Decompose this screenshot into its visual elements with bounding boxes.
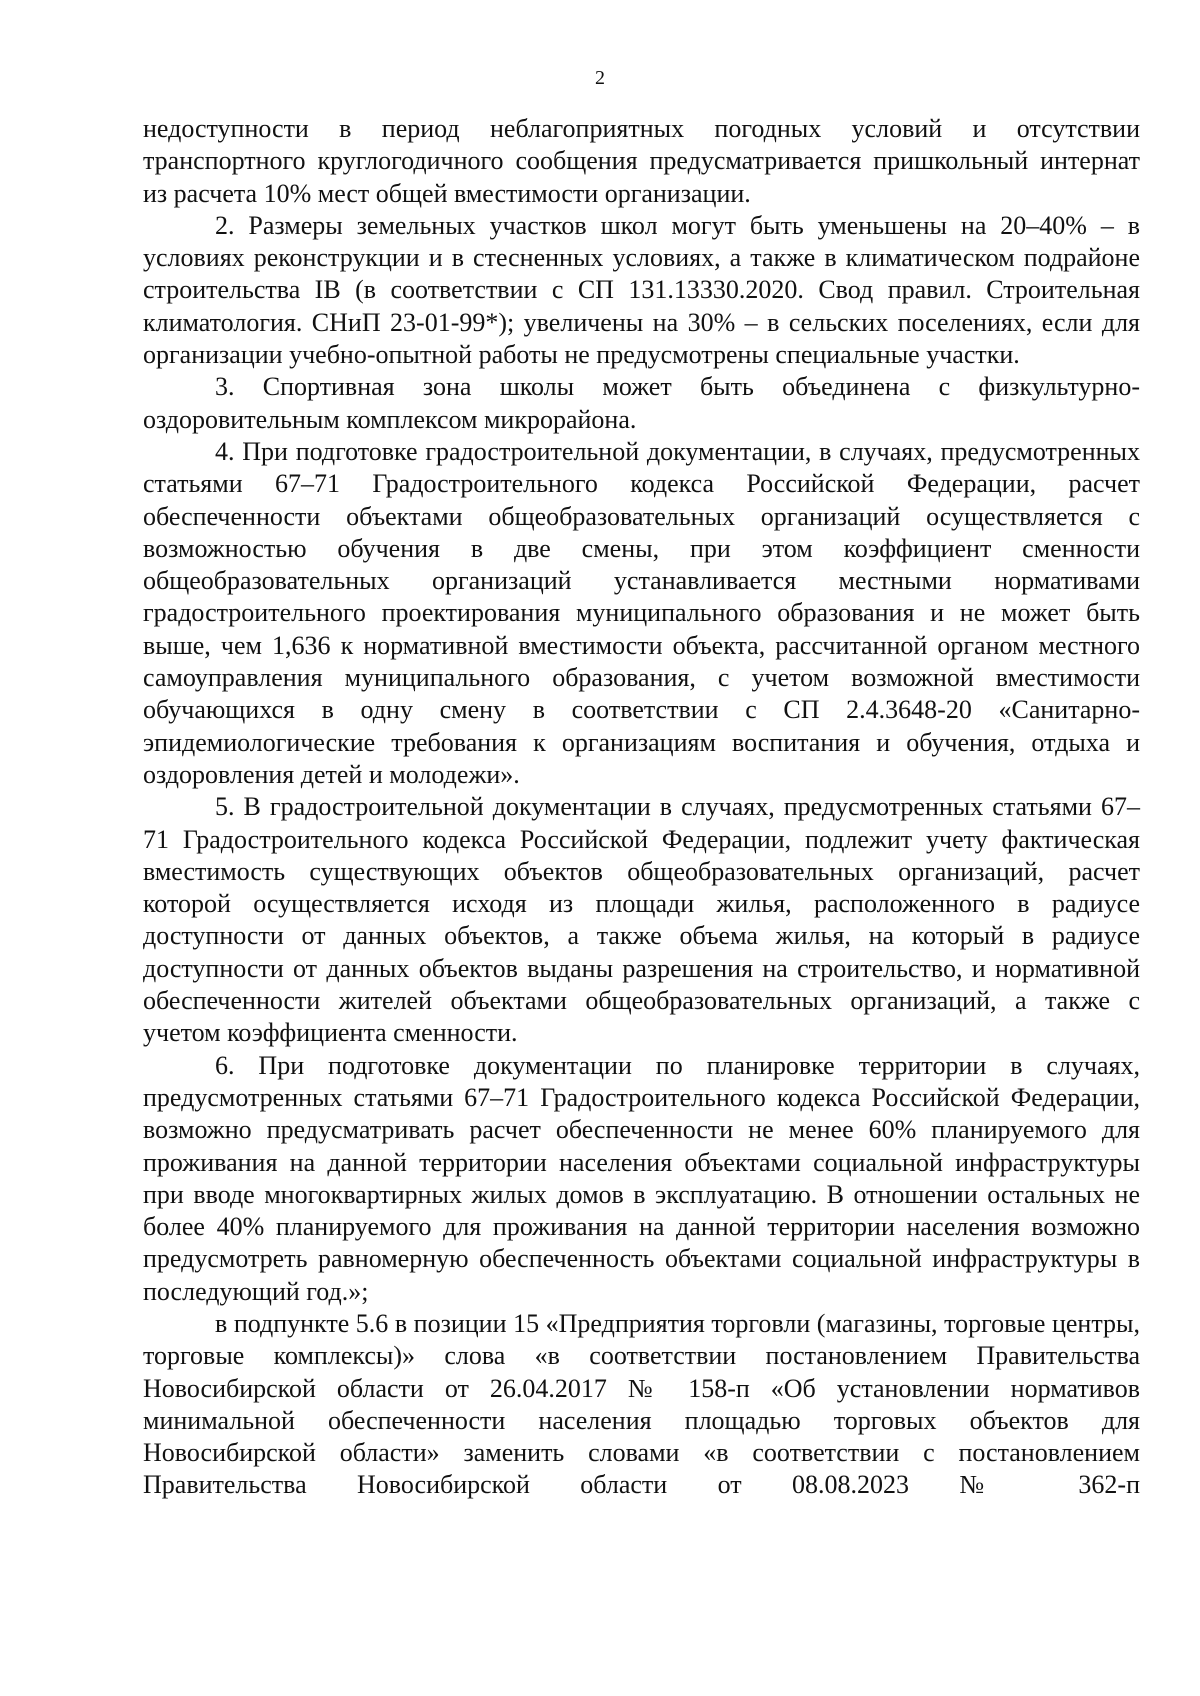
paragraph-amendment: в подпункте 5.6 в позиции 15 «Предприятия торговли (магазины, торговые центры, торговые комплексы)» слова «в соответствии постановлением Правительства Новосибирской области от 26.04.2017 № 158-п «Об установлении нормативов минимальной обеспеченности населения площадью торговых объектов для Новосибирской области» заменить словами «в соответствии с постановлением Правительства Новосибирской области от 08.08.2023 № 362-п [143, 1308, 1140, 1500]
page-number: 2 [595, 67, 605, 89]
paragraph-item-5: 5. В градостроительной документации в случаях, предусмотренных статьями 67–71 Градостроительного кодекса Российской Федерации, подлежит учету фактическая вместимость существующих объектов общеобразовательных организаций, расчет которой осуществляется исходя из площади жилья, расположенного в радиусе доступности от данных объектов, а также объема жилья, на который в радиусе доступности от данных объектов выданы разрешения на строительство, и нормативной обеспеченности жителей объектами общеобразовательных организаций, а также с учетом коэффициента сменности. [143, 792, 1140, 1048]
paragraph-item-6: 6. При подготовке документации по планировке территории в случаях, предусмотренных статьями 67–71 Градостроительного кодекса Российской Федерации, возможно предусматривать расчет обеспеченности не менее 60% планируемого для проживания на данной территории населения объектами социальной инфраструктуры при вводе многоквартирных жилых домов в эксплуатацию. В отношении остальных не более 40% планируемого для проживания на данной территории населения возможно предусмотреть равномерную обеспеченность объектами социальной инфраструктуры в последующий год.»; [143, 1050, 1140, 1306]
paragraph-item-4: 4. При подготовке градостроительной документации, в случаях, предусмотренных статьями 67–71 Градостроительного кодекса Российской Федерации, расчет обеспеченности объектами общеобразовательных организаций осуществляется с возможностью обучения в две смены, при этом коэффициент сменности общеобразовательных организаций устанавливается местными нормативами градостроительного проектирования муниципального образования и не может быть выше, чем 1,636 к нормативной вместимости объекта, рассчитанной органом местного самоуправления муниципального образования, с учетом возможной вместимости обучающихся в одну смену в соответствии с СП 2.4.3648-20 «Санитарно-эпидемиологические требования к организациям воспитания и обучения, отдыха и оздоровления детей и молодежи». [143, 436, 1140, 789]
document-body [143, 113, 1140, 1502]
paragraph-continuation: недоступности в период неблагоприятных погодных условий и отсутствии транспортного круглогодичного сообщения предусматривается пришкольный интернат из расчета 10% мест общей вместимости организации. [143, 114, 1140, 208]
paragraph-item-2: 2. Размеры земельных участков школ могут быть уменьшены на 20–40% – в условиях реконструкции и в стесненных условиях, а также в климатическом подрайоне строительства IВ (в соответствии с СП 131.13330.2020. Свод правил. Строительная климатология. СНиП 23-01-99*); увеличены на 30% – в сельских поселениях, если для организации учебно-опытной работы не предусмотрены специальные участки. [143, 210, 1140, 370]
paragraph-item-3: 3. Спортивная зона школы может быть объединена с физкультурно-оздоровительным комплексом микрорайона. [143, 372, 1140, 434]
